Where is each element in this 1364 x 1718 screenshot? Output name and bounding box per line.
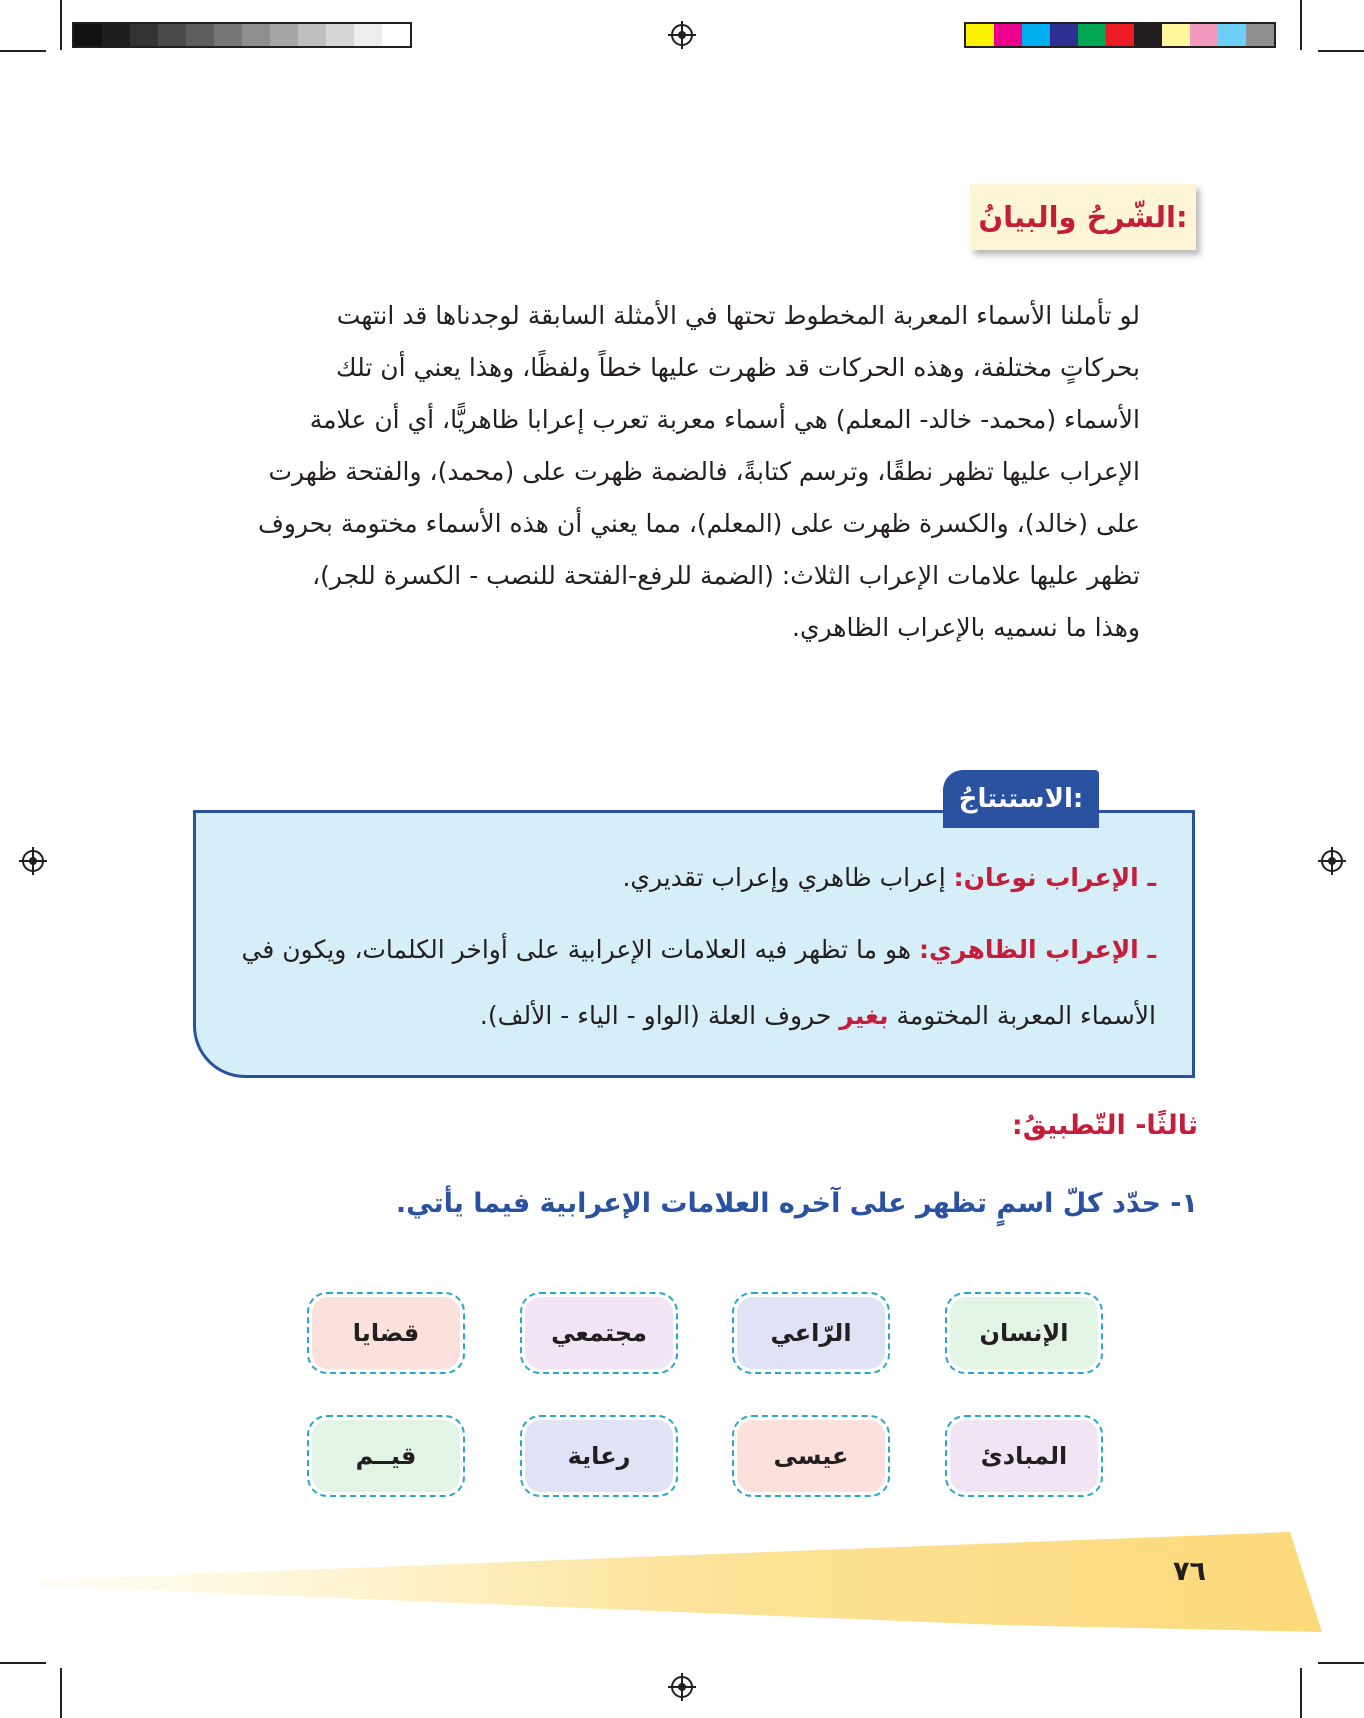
explanation-line: وهذا ما نسميه بالإعراب الظاهري. [792,613,1140,642]
conclusion-item-apparent [242,935,1156,964]
explanation-line: لو تأملنا الأسماء المعربة المخطوط تحتها في الأمثلة السابقة لوجدناها قد انتهت [336,301,1140,330]
color-swatch [1134,24,1162,46]
grayscale-bar [72,22,412,48]
explanation-line: تظهر عليها علامات الإعراب الثلاث: (الضمة للرفع-الفتحة للنصب - الكسرة للجر)، [312,561,1140,590]
conclusion-item-types [622,863,1156,892]
crop-mark [1300,1668,1302,1718]
registration-mark-icon [671,24,693,46]
color-swatch [326,24,354,46]
color-swatch [1078,24,1106,46]
word-card [950,1420,1098,1492]
color-swatch [298,24,326,46]
registration-mark-icon [22,850,44,872]
emphasis-word: بغير [839,1001,889,1030]
conclusion-item-text: هو ما تظهر فيه العلامات الإعرابية على أواخر الكلمات، ويكون في [241,935,920,964]
explanation-line: الأسماء (محمد- خالد- المعلم) هي أسماء معربة تعرب إعرابا ظاهريًّا، أي أن علامة [309,405,1140,434]
conclusion-item-label: ـ الإعراب الظاهري: [919,935,1156,964]
conclusion-item-text: الأسماء المعربة المختومة [888,1001,1156,1030]
page-number: ٧٦ [1173,1556,1206,1587]
word-card [525,1297,673,1369]
color-swatch [1050,24,1078,46]
color-swatch [1022,24,1050,46]
conclusion-item-text: إعراب ظاهري وإعراب تقديري. [622,863,954,892]
explanation-line: على (خالد)، والكسرة ظهرت على (المعلم)، مما يعني أن هذه الأسماء مختومة بحروف [258,509,1140,538]
color-swatch [354,24,382,46]
word-card-label: مجتمعي [551,1319,647,1347]
color-swatch [130,24,158,46]
crop-mark [60,1668,62,1718]
conclusion-tab-label: الاستنتاجُ: [958,784,1084,814]
color-swatch [1190,24,1218,46]
color-swatch [1106,24,1134,46]
color-swatch [158,24,186,46]
crop-mark [60,0,62,50]
color-swatch [966,24,994,46]
word-card [525,1420,673,1492]
word-card [312,1420,460,1492]
explanation-line: الإعراب عليها تظهر نطقًا، وترسم كتابةً، فالضمة ظهرت على (محمد)، والفتحة ظهرت [268,457,1140,486]
word-card-label: رعاية [567,1442,631,1470]
footer-band [0,1530,1364,1640]
color-swatch [102,24,130,46]
question-1: ١- حدّد كلّ اسمٍ تظهر على آخره العلامات الإعرابية فيما يأتي. [395,1188,1198,1219]
word-card [950,1297,1098,1369]
color-swatch [1246,24,1274,46]
conclusion-item-label: ـ الإعراب نوعان: [953,863,1156,892]
word-card [737,1297,885,1369]
conclusion-box [193,810,1195,1078]
word-card [737,1420,885,1492]
word-card-label: عيسى [773,1442,849,1470]
crop-mark [1318,1662,1364,1664]
registration-mark-icon [671,1676,693,1698]
conclusion-item-apparent-cont [480,1001,1156,1030]
word-card-label: قيــم [355,1442,417,1470]
section-title: الشّرحُ والبيانُ: [978,200,1188,234]
color-swatch [74,24,102,46]
word-card [312,1297,460,1369]
word-card-label: الرّاعي [770,1319,852,1347]
application-heading: ثالثًا- التّطبيقُ: [1011,1110,1198,1141]
registration-mark-icon [1321,850,1343,872]
color-swatch [994,24,1022,46]
word-card-label: الإنسان [979,1319,1069,1347]
crop-mark [0,50,46,52]
color-bar [964,22,1276,48]
crop-mark [1300,0,1302,50]
conclusion-item-text: حروف العلة (الواو - الياء - الألف). [479,1001,840,1030]
crop-mark [1318,50,1364,52]
color-swatch [382,24,410,46]
explanation-paragraph [196,290,1140,654]
color-swatch [1162,24,1190,46]
color-swatch [242,24,270,46]
word-card-label: قضايا [352,1319,420,1347]
conclusion-tab [943,770,1099,828]
crop-mark [0,1662,46,1664]
word-card-label: المبادئ [980,1442,1068,1470]
color-swatch [1218,24,1246,46]
section-title-box [970,184,1196,250]
explanation-line: بحركاتٍ مختلفة، وهذه الحركات قد ظهرت عليها خطاً ولفظًا، وهذا يعني أن تلك [336,353,1140,382]
color-swatch [186,24,214,46]
color-swatch [270,24,298,46]
color-swatch [214,24,242,46]
